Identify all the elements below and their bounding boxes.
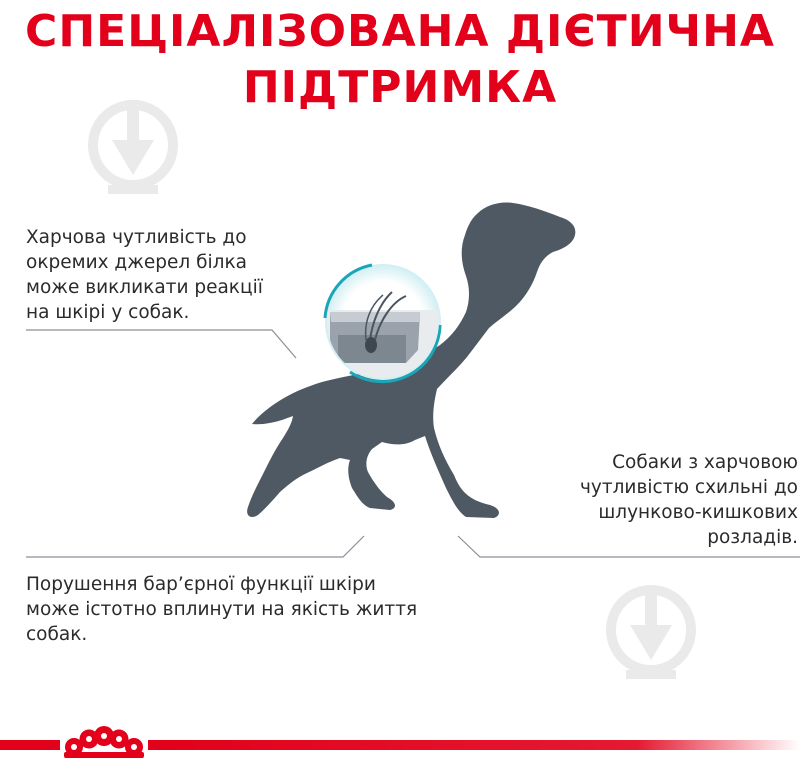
skin-hair-follicle-icon	[325, 264, 441, 382]
digestive-sensitivity-text	[580, 450, 798, 550]
text-line: може істотно вплинути на якість життя	[26, 599, 418, 620]
text-line: Собаки з харчовою	[612, 452, 798, 473]
brand-stripe-left	[0, 740, 60, 750]
text-line: може викликати реакції	[26, 277, 263, 298]
connector-line-protein	[26, 330, 296, 358]
text-line: шлунково-кишкових	[598, 502, 798, 523]
text-line: розладів.	[707, 527, 798, 548]
text-line: чутливістю схильні до	[579, 477, 798, 498]
image-placeholder-icon	[93, 100, 173, 194]
page-title-line-2: ПІДТРИМКА	[242, 62, 558, 113]
connector-line-barrier	[26, 536, 364, 557]
image-placeholder-icon	[611, 588, 691, 679]
royal-crown-icon	[64, 726, 144, 758]
brand-stripe-right	[148, 740, 800, 750]
text-line: собак.	[26, 624, 88, 645]
text-line: на шкірі у собак.	[26, 302, 190, 323]
text-line: Порушення бар’єрної функції шкіри	[26, 574, 376, 595]
text-line: Харчова чутливість до	[26, 227, 247, 248]
skin-barrier-text	[26, 572, 417, 647]
protein-sensitivity-text	[26, 225, 263, 325]
text-line: окремих джерел білка	[26, 252, 247, 273]
page-title-line-1: СПЕЦІАЛІЗОВАНА ДІЄТИЧНА	[25, 6, 775, 57]
